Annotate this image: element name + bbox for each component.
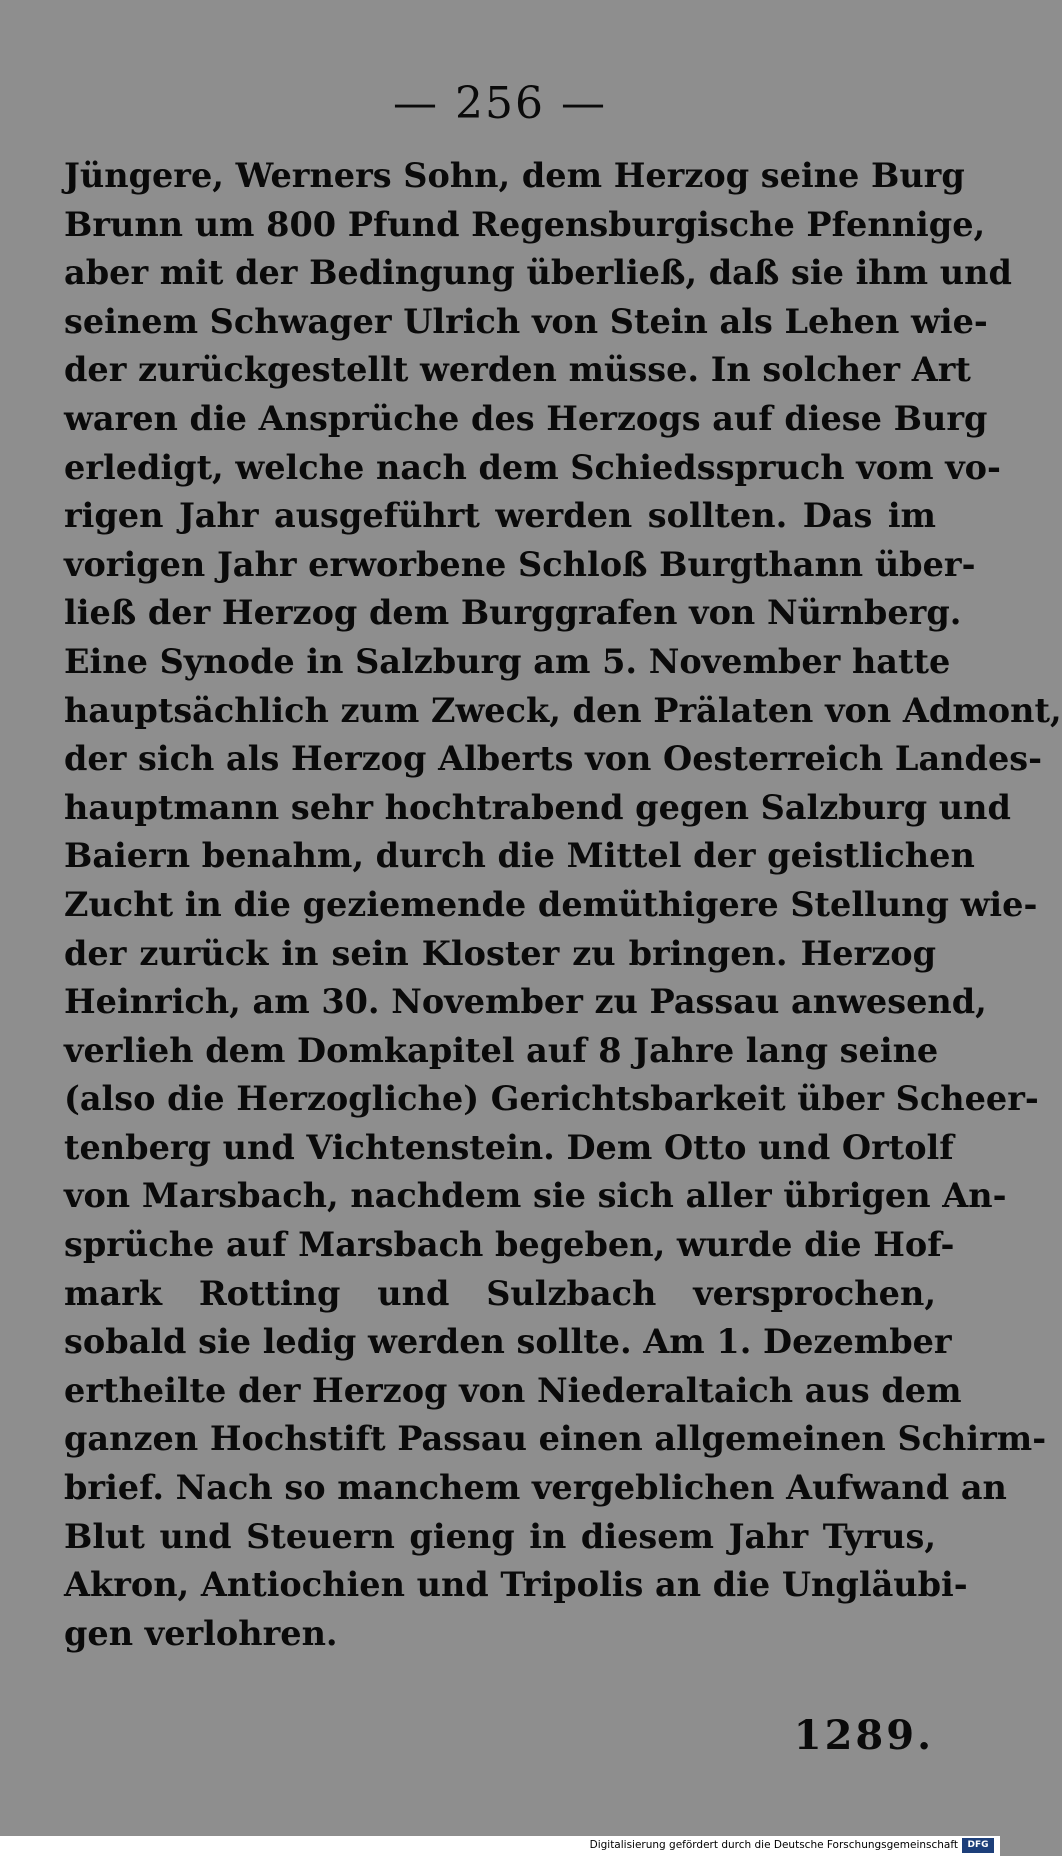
text-line: der zurück in sein Kloster zu bringen. Herzog <box>64 933 936 973</box>
text-line: der zurückgestellt werden müsse. In solcher Art <box>64 350 971 390</box>
text-line: ließ der Herzog dem Burggrafen von Nürnberg. <box>64 593 962 633</box>
text-line: ertheilte der Herzog von Niederaltaich aus dem <box>64 1370 962 1410</box>
text-line: hauptsächlich zum Zweck, den Prälaten von Admont, <box>64 690 1062 730</box>
text-line: mark Rotting und Sulzbach versprochen, <box>64 1273 936 1313</box>
text-line: Heinrich, am 30. November zu Passau anwesend, <box>64 982 987 1022</box>
text-line: waren die Ansprüche des Herzogs auf diese Burg <box>64 398 988 438</box>
text-line: verlieh dem Domkapitel auf 8 Jahre lang seine <box>64 1030 939 1070</box>
text-line: gen verlohren. <box>64 1613 338 1653</box>
text-line: vorigen Jahr erworbene Schloß Burgthann über- <box>64 544 976 584</box>
text-line: Blut und Steuern gieng in diesem Jahr Tyrus, <box>64 1516 936 1556</box>
text-line: seinem Schwager Ulrich von Stein als Lehen wie- <box>64 301 988 341</box>
text-line: von Marsbach, nachdem sie sich aller übrigen An- <box>64 1176 1007 1216</box>
text-line: Zucht in die geziemende demüthigere Stellung wie- <box>64 884 1038 924</box>
body-text <box>64 152 1062 1658</box>
text-line: der sich als Herzog Alberts von Oesterreich Landes- <box>64 739 1043 779</box>
text-line: ganzen Hochstift Passau einen allgemeinen Schirm- <box>64 1419 1047 1459</box>
footer-credit: Digitalisierung gefördert durch die Deutsche Forschungsgemeinschaft <box>589 1839 958 1851</box>
footer-bar <box>0 1836 1000 1856</box>
text-line: aber mit der Bedingung überließ, daß sie ihm und <box>64 253 1012 293</box>
text-line: (also die Herzogliche) Gerichtsbarkeit über Scheer- <box>64 1079 1039 1119</box>
text-line: rigen Jahr ausgeführt werden sollten. Das im <box>64 496 936 536</box>
catchword: 1289. <box>793 1712 934 1759</box>
dfg-logo-icon: DFG <box>962 1838 994 1853</box>
text-line: Jüngere, Werners Sohn, dem Herzog seine Burg <box>64 156 965 195</box>
text-line: Akron, Antiochien und Tripolis an die Ungläubi- <box>64 1565 968 1605</box>
text-line: erledigt, welche nach dem Schiedsspruch vom vo- <box>64 447 1001 487</box>
text-line: tenberg und Vichtenstein. Dem Otto und Ortolf <box>64 1127 954 1167</box>
text-line: Brunn um 800 Pfund Regensburgische Pfennige, <box>64 204 986 244</box>
text-line: sprüche auf Marsbach begeben, wurde die Hof- <box>64 1225 955 1265</box>
text-line: Eine Synode in Salzburg am 5. November hatte <box>64 641 951 681</box>
text-line: hauptmann sehr hochtrabend gegen Salzburg und <box>64 787 1011 827</box>
page-number: — 256 — <box>393 78 607 129</box>
text-line: Baiern benahm, durch die Mittel der geistlichen <box>64 836 975 876</box>
text-line: sobald sie ledig werden sollte. Am 1. Dezember <box>64 1322 952 1362</box>
text-line: brief. Nach so manchem vergeblichen Aufwand an <box>64 1468 1007 1508</box>
